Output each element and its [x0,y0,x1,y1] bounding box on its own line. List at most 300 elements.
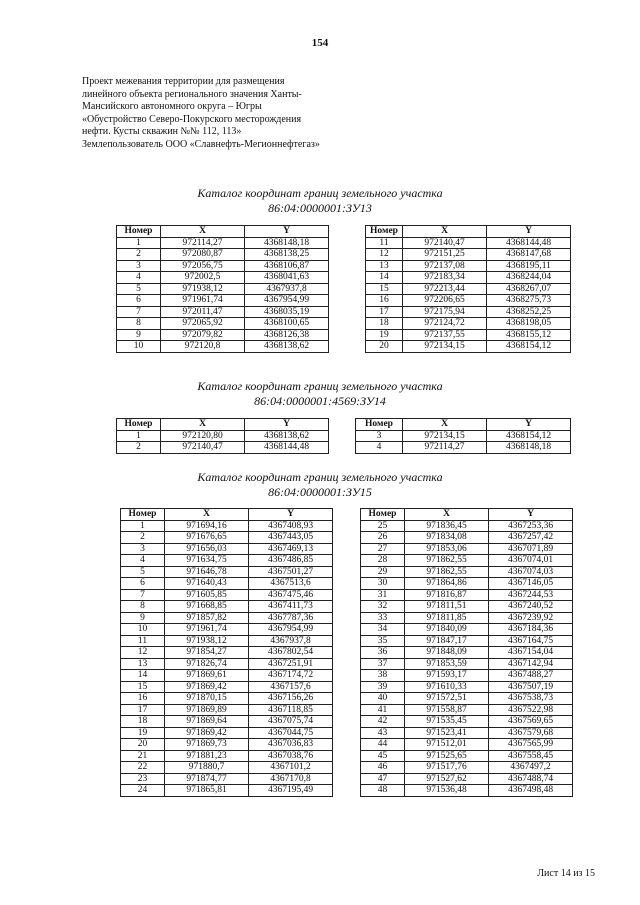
y-coordinate: 4368035,19 [245,306,329,318]
table-row [366,295,571,307]
column-header: Y [245,419,329,431]
point-number: 31 [361,589,405,601]
y-coordinate: 4368148,18 [487,442,571,454]
x-coordinate: 972114,27 [403,442,487,454]
table-row [366,329,571,341]
point-number: 12 [121,647,165,659]
x-coordinate: 971572,51 [405,693,489,705]
point-number: 15 [366,283,403,295]
x-coordinate: 971694,16 [165,520,249,532]
point-number: 4 [117,272,161,284]
x-coordinate: 971857,82 [165,612,249,624]
x-coordinate: 972011,47 [161,306,245,318]
y-coordinate: 4367787,36 [249,612,333,624]
table-row [366,272,571,284]
column-header: X [161,419,245,431]
y-coordinate: 4368244,04 [487,272,571,284]
point-number: 20 [121,739,165,751]
table-row [117,295,329,307]
x-coordinate: 971869,89 [165,704,249,716]
point-number: 14 [366,272,403,284]
table-row [366,249,571,261]
table-row [121,566,333,578]
x-coordinate: 971869,64 [165,716,249,728]
x-coordinate: 972134,15 [403,430,487,442]
x-coordinate: 971834,08 [405,532,489,544]
y-coordinate: 4367157,6 [249,681,333,693]
column-header: X [403,419,487,431]
table-row [121,704,333,716]
table-row [361,785,573,797]
y-coordinate: 4367469,13 [249,543,333,555]
y-coordinate: 4368195,11 [487,260,571,272]
x-coordinate: 971826,74 [165,658,249,670]
point-number: 39 [361,681,405,693]
y-coordinate: 4367498,48 [489,785,573,797]
point-number: 32 [361,601,405,613]
table-row [117,329,329,341]
point-number: 20 [366,341,403,353]
y-coordinate: 4367565,99 [489,739,573,751]
column-header: Номер [361,509,405,521]
header-line: линейного объекта регионального значения Ханты- [82,88,302,100]
x-coordinate: 971512,01 [405,739,489,751]
y-coordinate: 4367257,42 [489,532,573,544]
x-coordinate: 971527,62 [405,773,489,785]
x-coordinate: 971881,23 [165,750,249,762]
x-coordinate: 971668,85 [165,601,249,613]
point-number: 34 [361,624,405,636]
point-number: 45 [361,750,405,762]
point-number: 22 [121,762,165,774]
column-header: Номер [117,419,161,431]
table-row [361,555,573,567]
table-row [121,739,333,751]
y-coordinate: 4367937,8 [245,283,329,295]
table-row [361,716,573,728]
y-coordinate: 4368198,05 [487,318,571,330]
sheet-footer: Лист 14 из 15 [537,868,595,879]
y-coordinate: 4368126,38 [245,329,329,341]
y-coordinate: 4367044,75 [249,727,333,739]
x-coordinate: 971605,85 [165,589,249,601]
point-number: 4 [121,555,165,567]
y-coordinate: 4367156,26 [249,693,333,705]
x-coordinate: 972137,08 [403,260,487,272]
x-coordinate: 971938,12 [165,635,249,647]
table-row [361,601,573,613]
x-coordinate: 971869,61 [165,670,249,682]
table-row [117,341,329,353]
table-row [121,785,333,797]
column-header: X [161,226,245,238]
x-coordinate: 972080,87 [161,249,245,261]
x-coordinate: 971874,77 [165,773,249,785]
table-row [361,624,573,636]
point-number: 13 [366,260,403,272]
table-header-row [366,226,571,238]
table-row [117,430,329,442]
x-coordinate: 971558,87 [405,704,489,716]
point-number: 21 [121,750,165,762]
point-number: 13 [121,658,165,670]
table-row [361,520,573,532]
catalog-cadastral-number: 86:04:0000001:4569:ЗУ14 [254,393,386,408]
table-row [361,635,573,647]
point-number: 41 [361,704,405,716]
table-row [117,237,329,249]
table-row [366,283,571,295]
point-number: 2 [117,442,161,454]
catalog-title-text: Каталог координат границ земельного участка [197,379,443,393]
point-number: 27 [361,543,405,555]
y-coordinate: 4367486,85 [249,555,333,567]
x-coordinate: 971517,76 [405,762,489,774]
y-coordinate: 4368138,62 [245,341,329,353]
column-header: X [165,509,249,521]
x-coordinate: 971870,15 [165,693,249,705]
point-number: 1 [121,520,165,532]
y-coordinate: 4367558,45 [489,750,573,762]
table-header-row [117,419,329,431]
table-row [121,647,333,659]
y-coordinate: 4367074,01 [489,555,573,567]
table-row [121,612,333,624]
y-coordinate: 4367408,93 [249,520,333,532]
point-number: 1 [117,237,161,249]
x-coordinate: 971536,48 [405,785,489,797]
table-row [366,306,571,318]
point-number: 9 [117,329,161,341]
table-row [121,601,333,613]
point-number: 24 [121,785,165,797]
x-coordinate: 971864,86 [405,578,489,590]
table-row [121,727,333,739]
catalog-title [0,379,640,408]
y-coordinate: 4367253,36 [489,520,573,532]
point-number: 17 [366,306,403,318]
point-number: 3 [117,260,161,272]
point-number: 8 [117,318,161,330]
x-coordinate: 971525,65 [405,750,489,762]
y-coordinate: 4367579,68 [489,727,573,739]
x-coordinate: 972206,65 [403,295,487,307]
x-coordinate: 971869,42 [165,727,249,739]
table-row [121,750,333,762]
point-number: 3 [121,543,165,555]
table-row [121,555,333,567]
point-number: 44 [361,739,405,751]
y-coordinate: 4367522,98 [489,704,573,716]
point-number: 46 [361,762,405,774]
catalog-title [0,186,640,215]
point-number: 33 [361,612,405,624]
y-coordinate: 4367240,52 [489,601,573,613]
table-row [361,693,573,705]
table-row [361,750,573,762]
x-coordinate: 971854,27 [165,647,249,659]
table-row [361,578,573,590]
x-coordinate: 971865,81 [165,785,249,797]
header-line: Мансийского автономного округа – Югры [82,101,262,112]
point-number: 17 [121,704,165,716]
x-coordinate: 972124,72 [403,318,487,330]
x-coordinate: 972134,15 [403,341,487,353]
point-number: 19 [121,727,165,739]
point-number: 5 [117,283,161,295]
table-row [117,442,329,454]
x-coordinate: 971836,45 [405,520,489,532]
table-row [361,532,573,544]
y-coordinate: 4367443,05 [249,532,333,544]
column-header: Номер [117,226,161,238]
table-row [356,442,571,454]
y-coordinate: 4368154,12 [487,430,571,442]
table-row [121,670,333,682]
table-header-row [361,509,573,521]
y-coordinate: 4367142,94 [489,658,573,670]
point-number: 10 [121,624,165,636]
column-header: Y [487,226,571,238]
y-coordinate: 4367146,05 [489,578,573,590]
x-coordinate: 972183,34 [403,272,487,284]
column-header: Номер [121,509,165,521]
y-coordinate: 4367239,92 [489,612,573,624]
y-coordinate: 4368155,12 [487,329,571,341]
x-coordinate: 972175,94 [403,306,487,318]
point-number: 2 [121,532,165,544]
y-coordinate: 4368275,73 [487,295,571,307]
point-number: 36 [361,647,405,659]
table-row [121,681,333,693]
y-coordinate: 4367538,73 [489,693,573,705]
table-row [361,773,573,785]
x-coordinate: 971848,09 [405,647,489,659]
y-coordinate: 4367488,27 [489,670,573,682]
point-number: 42 [361,716,405,728]
table-row [117,318,329,330]
y-coordinate: 4367154,04 [489,647,573,659]
catalog-cadastral-number: 86:04:0000001:ЗУ15 [268,484,372,499]
table-header-row [117,226,329,238]
x-coordinate: 972213,44 [403,283,487,295]
document-header [82,76,320,151]
x-coordinate: 972120,8 [161,341,245,353]
y-coordinate: 4368138,25 [245,249,329,261]
header-line: нефти. Кусты скважин №№ 112, 113» [82,126,242,137]
x-coordinate: 972065,92 [161,318,245,330]
coords-table [120,508,333,797]
point-number: 25 [361,520,405,532]
x-coordinate: 971811,51 [405,601,489,613]
y-coordinate: 4368100,65 [245,318,329,330]
table-row [121,762,333,774]
table-row [121,658,333,670]
point-number: 26 [361,532,405,544]
point-number: 40 [361,693,405,705]
y-coordinate: 4368267,07 [487,283,571,295]
x-coordinate: 971634,75 [165,555,249,567]
x-coordinate: 972114,27 [161,237,245,249]
table-row [361,589,573,601]
point-number: 16 [366,295,403,307]
table-row [366,237,571,249]
point-number: 5 [121,566,165,578]
header-line: «Обустройство Северо-Покурского месторождения [82,113,302,125]
point-number: 19 [366,329,403,341]
table-header-row [356,419,571,431]
x-coordinate: 971938,12 [161,283,245,295]
x-coordinate: 971853,59 [405,658,489,670]
point-number: 18 [121,716,165,728]
x-coordinate: 971862,55 [405,566,489,578]
point-number: 12 [366,249,403,261]
x-coordinate: 972079,82 [161,329,245,341]
x-coordinate: 971961,74 [165,624,249,636]
table-row [361,612,573,624]
table-row [361,543,573,555]
point-number: 23 [121,773,165,785]
point-number: 10 [117,341,161,353]
point-number: 8 [121,601,165,613]
y-coordinate: 4367075,74 [249,716,333,728]
point-number: 9 [121,612,165,624]
point-number: 6 [121,578,165,590]
y-coordinate: 4367074,03 [489,566,573,578]
coords-table [365,225,571,353]
x-coordinate: 971880,7 [165,762,249,774]
table-row [121,624,333,636]
table-row [361,727,573,739]
y-coordinate: 4367251,91 [249,658,333,670]
point-number: 47 [361,773,405,785]
point-number: 16 [121,693,165,705]
y-coordinate: 4367036,83 [249,739,333,751]
x-coordinate: 971640,43 [165,578,249,590]
point-number: 7 [117,306,161,318]
x-coordinate: 971862,55 [405,555,489,567]
table-row [366,341,571,353]
table-row [361,658,573,670]
y-coordinate: 4367170,8 [249,773,333,785]
x-coordinate: 971853,06 [405,543,489,555]
catalog-title-text: Каталог координат границ земельного участка [197,470,443,484]
point-number: 43 [361,727,405,739]
table-row [121,635,333,647]
y-coordinate: 4368144,48 [487,237,571,249]
coords-table [355,418,571,454]
y-coordinate: 4367118,85 [249,704,333,716]
table-row [117,306,329,318]
y-coordinate: 4367569,65 [489,716,573,728]
y-coordinate: 4367937,8 [249,635,333,647]
point-number: 30 [361,578,405,590]
y-coordinate: 4368154,12 [487,341,571,353]
point-number: 3 [356,430,403,442]
y-coordinate: 4367954,99 [245,295,329,307]
x-coordinate: 971816,87 [405,589,489,601]
point-number: 11 [366,237,403,249]
y-coordinate: 4368144,48 [245,442,329,454]
y-coordinate: 4367195,49 [249,785,333,797]
x-coordinate: 971656,03 [165,543,249,555]
y-coordinate: 4367475,46 [249,589,333,601]
x-coordinate: 971847,17 [405,635,489,647]
point-number: 18 [366,318,403,330]
table-row [361,762,573,774]
y-coordinate: 4367954,99 [249,624,333,636]
table-row [356,430,571,442]
table-row [366,260,571,272]
point-number: 48 [361,785,405,797]
x-coordinate: 971961,74 [161,295,245,307]
y-coordinate: 4368138,62 [245,430,329,442]
x-coordinate: 971593,17 [405,670,489,682]
y-coordinate: 4368252,25 [487,306,571,318]
point-number: 28 [361,555,405,567]
x-coordinate: 972140,47 [161,442,245,454]
y-coordinate: 4367802,54 [249,647,333,659]
x-coordinate: 972151,25 [403,249,487,261]
x-coordinate: 971869,73 [165,739,249,751]
point-number: 6 [117,295,161,307]
point-number: 35 [361,635,405,647]
coords-table [116,418,329,454]
y-coordinate: 4368147,68 [487,249,571,261]
table-row [121,578,333,590]
table-row [366,318,571,330]
column-header: Номер [356,419,403,431]
x-coordinate: 971840,09 [405,624,489,636]
x-coordinate: 972002,5 [161,272,245,284]
table-row [121,716,333,728]
column-header: Y [245,226,329,238]
point-number: 15 [121,681,165,693]
column-header: X [405,509,489,521]
table-row [361,681,573,693]
y-coordinate: 4367038,76 [249,750,333,762]
header-line: Проект межевания территории для размещения [82,76,285,87]
y-coordinate: 4368106,87 [245,260,329,272]
column-header: Номер [366,226,403,238]
y-coordinate: 4368148,18 [245,237,329,249]
point-number: 2 [117,249,161,261]
x-coordinate: 972137,55 [403,329,487,341]
y-coordinate: 4367164,75 [489,635,573,647]
table-row [361,739,573,751]
x-coordinate: 971610,33 [405,681,489,693]
table-row [121,520,333,532]
x-coordinate: 971869,42 [165,681,249,693]
y-coordinate: 4367244,53 [489,589,573,601]
coords-table [360,508,573,797]
y-coordinate: 4367174,72 [249,670,333,682]
coords-table [116,225,329,353]
table-row [117,272,329,284]
catalog-cadastral-number: 86:04:0000001:ЗУ13 [268,200,372,215]
point-number: 38 [361,670,405,682]
table-row [361,647,573,659]
table-row [121,589,333,601]
point-number: 14 [121,670,165,682]
point-number: 11 [121,635,165,647]
column-header: Y [249,509,333,521]
point-number: 4 [356,442,403,454]
table-row [361,704,573,716]
x-coordinate: 971535,45 [405,716,489,728]
x-coordinate: 971646,78 [165,566,249,578]
table-row [117,249,329,261]
